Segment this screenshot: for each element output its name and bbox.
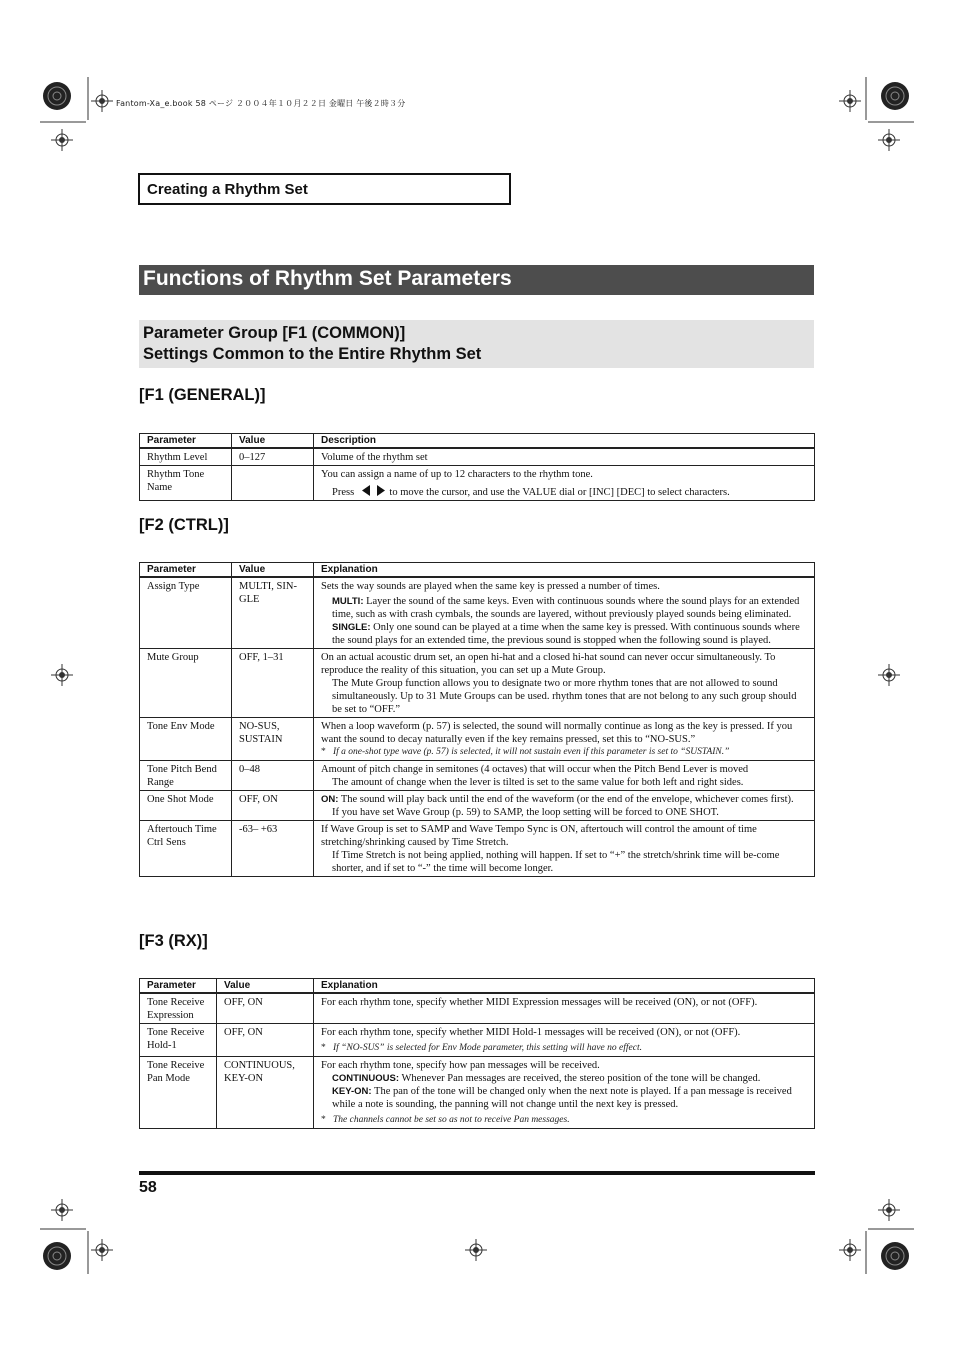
table-header-row (140, 979, 815, 994)
desc-text: On an actual acoustic drum set, an open hi-hat and a closed hi-hat sound can never occur simultaneously. To reproduce the reality of this situation, you can set up a Mute Group. (321, 652, 776, 676)
desc-text: Whenever Pan messages are received, the stereo position of the tone will be changed. (399, 1073, 761, 1084)
table-row (140, 649, 815, 718)
desc-cell: Volume of the rhythm set (314, 448, 815, 466)
value-cell: OFF, ON (232, 791, 314, 821)
table-row (140, 448, 815, 466)
ctrl-heading: [F2 (CTRL)] (139, 516, 229, 534)
param-cell: Rhythm Level (140, 448, 232, 466)
value-cell: NO-SUS, SUSTAIN (232, 718, 314, 761)
desc-cell (314, 1024, 815, 1057)
param-cell: Tone Receive Expression (140, 993, 217, 1024)
section-label-box (138, 173, 511, 205)
param-cell: One Shot Mode (140, 791, 232, 821)
ctrl-table (139, 562, 815, 877)
param-cell: Assign Type (140, 577, 232, 649)
desc-text: Only one sound can be played at a time when the same key is pressed. With continuous sounds where the sound plays for an extended time, the previous sound is stopped when the following sound is played. (332, 622, 800, 646)
main-title-bar (139, 265, 814, 295)
value-cell: 0–48 (232, 761, 314, 791)
desc-text: The Mute Group function allows you to designate two or more rhythm tones that are not allowed to sound simultaneously. Up to 31 Mute Groups can be used. rhythm tones that are not belong to any such group should be set to “OFF.” (332, 678, 797, 715)
table-row (140, 761, 815, 791)
desc-cell (314, 791, 815, 821)
note-mark: * (321, 1115, 326, 1125)
press-text: Press (332, 487, 355, 498)
desc-text: You can assign a name of up to 12 characters to the rhythm tone. (321, 469, 593, 480)
parameter-group-title: Parameter Group [F1 (COMMON)] (143, 324, 406, 342)
table-row (140, 466, 815, 501)
keyword: MULTI: (332, 596, 364, 607)
value-cell: OFF, ON (217, 993, 314, 1024)
param-cell: Rhythm Tone Name (140, 466, 232, 501)
parameter-group-subtitle: Settings Common to the Entire Rhythm Set (143, 345, 482, 363)
param-cell: Tone Env Mode (140, 718, 232, 761)
desc-cell (314, 649, 815, 718)
desc-cell (314, 718, 815, 761)
rx-table (139, 978, 815, 1129)
desc-text: The pan of the tone will be changed only when the next note is played. If a pan message is received while a note is sounding, the panning will not change until the next key is pressed. (332, 1086, 792, 1110)
param-cell: Mute Group (140, 649, 232, 718)
desc-text (321, 793, 808, 806)
desc-cell (314, 761, 815, 791)
column-header: Parameter (140, 979, 217, 994)
desc-cell (314, 577, 815, 649)
page-number: 58 (139, 1179, 157, 1196)
column-header: Explanation (314, 979, 815, 994)
note-text: If “NO-SUS” is selected for Env Mode parameter, this setting will have no effect. (333, 1043, 642, 1053)
table-header-row (140, 434, 815, 449)
parameter-group-box (139, 320, 814, 368)
note-text: If a one-shot type wave (p. 57) is selected, it will not sustain even if this parameter is set to “SUSTAIN.” (333, 747, 730, 757)
table-row (140, 1024, 815, 1057)
desc-text (321, 1072, 808, 1085)
table-row (140, 993, 815, 1024)
desc-text (321, 1085, 808, 1111)
section-label: Creating a Rhythm Set (147, 181, 308, 198)
desc-text: Layer the sound of the same keys. Even with continuous sounds where the sound plays for an extended time, such as with crash cymbals, the sounds are layered, without previously played sounds being eliminated. (332, 596, 800, 620)
keyword: KEY-ON: (332, 1086, 372, 1097)
general-heading: [F1 (GENERAL)] (139, 386, 266, 404)
table-row (140, 1057, 815, 1129)
footer-rule (139, 1171, 815, 1175)
desc-text: For each rhythm tone, specify how pan messages will be received. (321, 1060, 600, 1071)
value-cell: MULTI, SIN-GLE (232, 577, 314, 649)
desc-text: If Wave Group is set to SAMP and Wave Tempo Sync is ON, aftertouch will control the amount of time stretching/shrinking caused by Time Stretch. (321, 824, 757, 848)
value-cell (232, 466, 314, 501)
table-row (140, 718, 815, 761)
rx-heading: [F3 (RX)] (139, 932, 208, 950)
press-text: to move the cursor, and use the VALUE dial or [INC] [DEC] to select characters. (389, 487, 730, 498)
desc-cell (314, 821, 815, 877)
note-mark: * (321, 747, 326, 757)
desc-text: When a loop waveform (p. 57) is selected, the sound will normally continue as long as the key is pressed. If you want the sound to decay naturally even if the key remains pressed, set this to “NO-SUS.” (321, 721, 793, 745)
desc-text: If Time Stretch is not being applied, nothing will happen. If set to “+” the stretch/shrink time will be-come shorter, and if set to “-” the time will become longer. (332, 850, 780, 874)
desc-text: Amount of pitch change in semitones (4 octaves) that will occur when the Pitch Bend Lever is moved (321, 764, 749, 775)
press-instruction (321, 485, 808, 499)
value-cell: 0–127 (232, 448, 314, 466)
keyword: CONTINUOUS: (332, 1073, 400, 1084)
keyword: ON: (321, 794, 339, 805)
column-header: Value (217, 979, 314, 994)
param-cell: Tone Receive Hold-1 (140, 1024, 217, 1057)
desc-text: The amount of change when the lever is tilted is set to the same value for both left and right sides. (332, 777, 744, 788)
value-cell: CONTINUOUS, KEY-ON (217, 1057, 314, 1129)
desc-cell: For each rhythm tone, specify whether MIDI Expression messages will be received (ON), or not (OFF). (314, 993, 815, 1024)
desc-text: For each rhythm tone, specify whether MIDI Hold-1 messages will be received (ON), or not (OFF). (321, 1027, 741, 1038)
column-header: Value (232, 434, 314, 449)
param-cell: Aftertouch Time Ctrl Sens (140, 821, 232, 877)
column-header: Parameter (140, 434, 232, 449)
cursor-right-icon (376, 485, 385, 496)
table-header-row (140, 563, 815, 578)
note-mark: * (321, 1043, 326, 1053)
column-header: Description (314, 434, 815, 449)
table-row (140, 791, 815, 821)
desc-text (321, 621, 808, 647)
param-cell: Tone Pitch Bend Range (140, 761, 232, 791)
column-header: Parameter (140, 563, 232, 578)
desc-cell (314, 1057, 815, 1129)
desc-text (321, 595, 808, 621)
desc-cell (314, 466, 815, 501)
column-header: Explanation (314, 563, 815, 578)
desc-text: Sets the way sounds are played when the same key is pressed a number of times. (321, 581, 660, 592)
note (321, 1042, 808, 1055)
keyword: SINGLE: (332, 622, 371, 633)
value-cell: OFF, ON (217, 1024, 314, 1057)
table-row (140, 821, 815, 877)
value-cell: -63– +63 (232, 821, 314, 877)
general-table (139, 433, 815, 501)
note-text: The channels cannot be set so as not to receive Pan messages. (333, 1115, 570, 1125)
value-cell: OFF, 1–31 (232, 649, 314, 718)
main-title: Functions of Rhythm Set Parameters (143, 267, 512, 290)
column-header: Value (232, 563, 314, 578)
table-row (140, 577, 815, 649)
note (321, 1114, 808, 1127)
cursor-left-icon (362, 485, 371, 496)
note (321, 746, 808, 759)
book-header: Fantom-Xa_e.book 58 ページ ２００４年１０月２２日 金曜日 午後２時３分 (116, 99, 406, 108)
desc-text: The sound will play back until the end of the waveform (or the end of the envelope, whichever comes first). (338, 794, 794, 805)
desc-text: If you have set Wave Group (p. 59) to SAMP, the loop setting will be forced to ONE SHOT. (332, 807, 719, 818)
param-cell: Tone Receive Pan Mode (140, 1057, 217, 1129)
